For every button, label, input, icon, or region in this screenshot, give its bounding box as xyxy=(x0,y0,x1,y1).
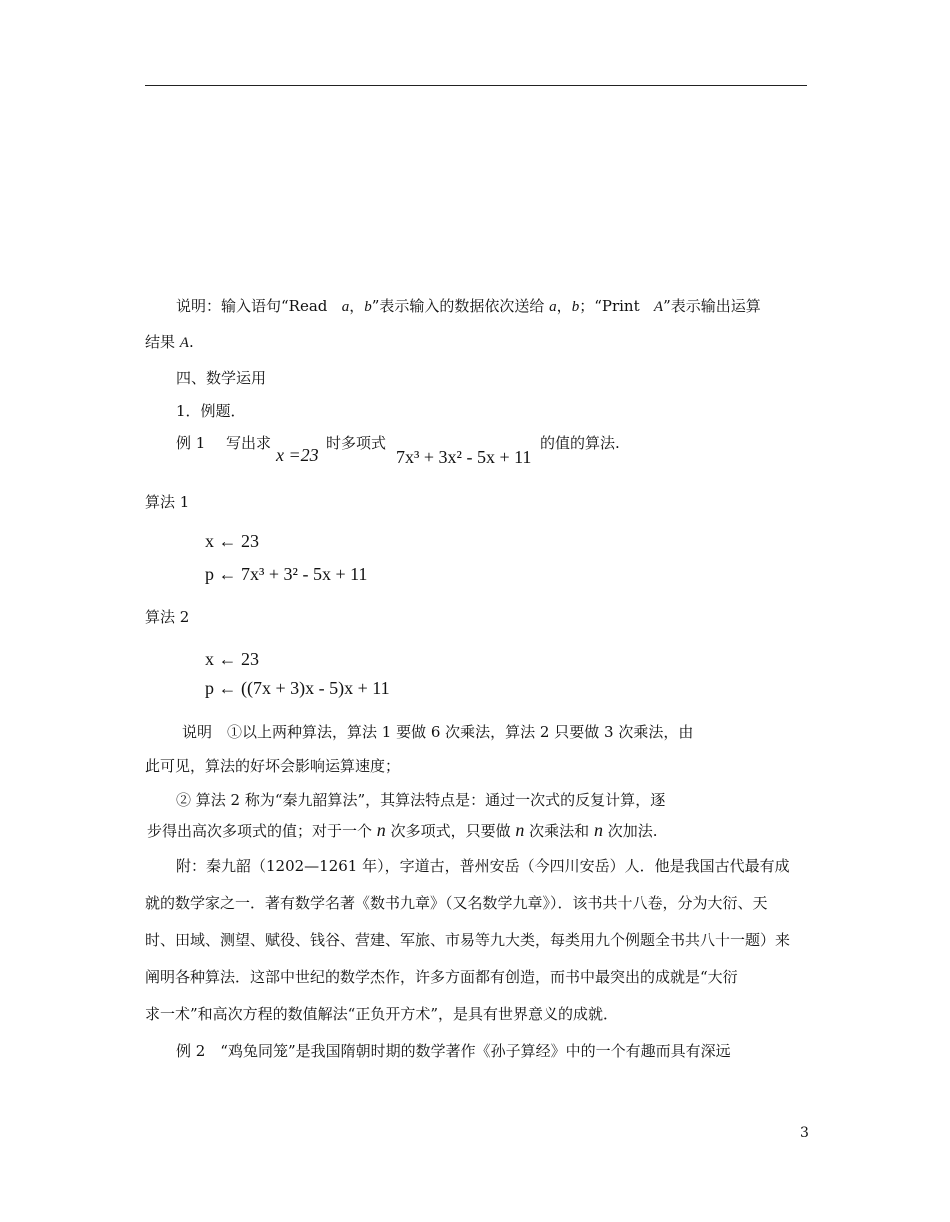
note-text: ；“Print xyxy=(579,297,640,315)
explanation-line-2: 此可见，算法的好坏会影响运算速度； xyxy=(145,757,401,775)
explanation-line-4 xyxy=(147,820,658,841)
example2-line-1: 例 2 “鸡兔同笼”是我国隋朝时期的数学著作《孙子算经》中的一个有趣而具有深远 xyxy=(176,1042,731,1060)
var-n: n xyxy=(515,820,525,840)
algorithm2-step2: p ← ((7x + 3)x - 5)x + 11 xyxy=(205,678,390,698)
var-A: A xyxy=(653,299,664,315)
example1-text-c: 的值的算法. xyxy=(540,434,620,452)
algorithm1-step1: x ← 23 xyxy=(205,531,259,551)
appendix-line-3: 时、田域、测望、赋役、钱谷、营建、军旅、市易等九大类，每类用九个例题全书共八十一题）来 xyxy=(145,931,791,949)
note-text: ， xyxy=(349,297,365,315)
explanation-text: 次乘法和 xyxy=(529,822,590,840)
var-b: b xyxy=(364,299,372,315)
algorithm2-title: 算法 2 xyxy=(145,608,190,626)
appendix-line-2: 就的数学家之一．著有数学名著《数书九章》（又名数学九章》）．该书共十八卷，分为大衍、天 xyxy=(145,894,768,912)
appendix-line-1: 附：秦九韶（1202—1261 年），字道古，普州安岳（今四川安岳）人．他是我国古代最有成 xyxy=(176,857,790,875)
note-text: . xyxy=(188,333,194,351)
section-heading: 四、数学运用 xyxy=(176,369,267,387)
explanation-text: 步得出高次多项式的值；对于一个 xyxy=(147,822,373,840)
note-text: 说明：输入语句“Read xyxy=(176,297,328,315)
example1-text-a: 写出求 xyxy=(226,434,272,452)
note-text: ”表示输出运算 xyxy=(663,297,761,315)
note-text: ”表示输入的数据依次送给 xyxy=(371,297,545,315)
explanation-line-1: 说明 ①以上两种算法，算法 1 要做 6 次乘法，算法 2 只要做 3 次乘法，由 xyxy=(182,723,694,741)
note-line-2 xyxy=(145,332,194,353)
subsection-heading: 1．例题． xyxy=(176,402,246,420)
appendix-line-4: 阐明各种算法．这部中世纪的数学杰作，许多方面都有创造，而书中最突出的成就是“大衍 xyxy=(145,968,738,986)
var-A: A xyxy=(179,335,189,351)
explanation-line-3: ② 算法 2 称为“秦九韶算法”，其算法特点是：通过一次式的反复计算，逐 xyxy=(176,791,666,809)
algorithm1-title: 算法 1 xyxy=(145,493,190,511)
algorithm1-step2: p ← 7x³ + 3² - 5x + 11 xyxy=(205,564,368,584)
var-b: b xyxy=(571,299,580,315)
example1-condition: x =23 xyxy=(276,445,319,465)
example1-text-b: 时多项式 xyxy=(326,434,387,452)
example1-label: 例 1 xyxy=(176,434,206,452)
explanation-text: 次加法. xyxy=(607,822,658,840)
appendix-line-5: 求一术”和高次方程的数值解法“正负开方术”，是具有世界意义的成就． xyxy=(145,1005,619,1023)
note-text: 结果 xyxy=(145,333,176,351)
explanation-text: 次多项式，只要做 xyxy=(390,822,511,840)
var-n: n xyxy=(376,820,386,840)
header-rule xyxy=(145,85,807,86)
example1-polynomial: 7x³ + 3x² - 5x + 11 xyxy=(396,447,532,467)
note-text: ， xyxy=(556,297,572,315)
page-number: 3 xyxy=(800,1125,809,1141)
note-line-1 xyxy=(176,296,761,317)
var-a: a xyxy=(549,299,557,315)
var-a: a xyxy=(341,299,350,315)
algorithm2-step1: x ← 23 xyxy=(205,649,259,669)
var-n: n xyxy=(593,820,603,840)
